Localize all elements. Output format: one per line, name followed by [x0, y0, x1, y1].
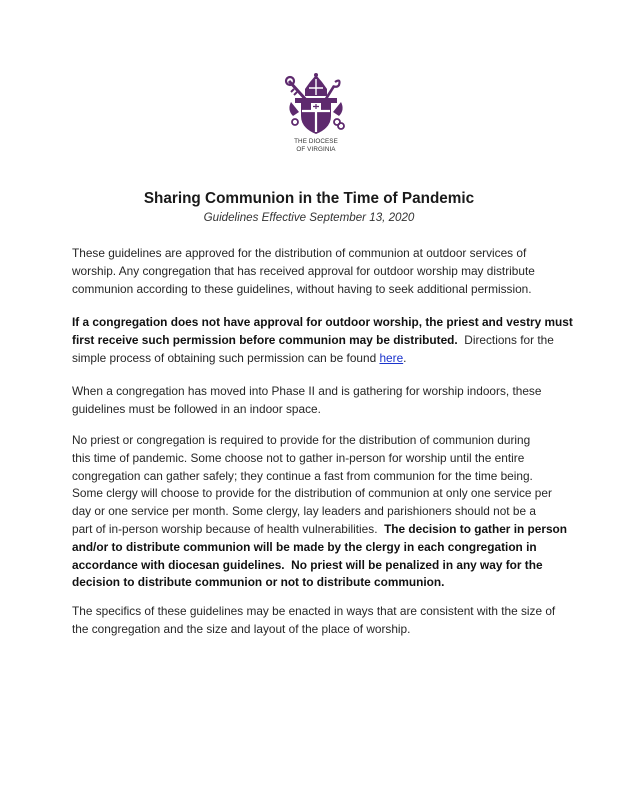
text-line	[72, 332, 552, 350]
bold-text: and/or to distribute communion will be made by the clergy in each congregation in	[72, 539, 537, 554]
bold-text: The decision to gather in person	[384, 521, 568, 536]
text-line: guidelines must be followed in an indoor space.	[72, 401, 321, 416]
bold-text: first receive such permission before communion may be distributed.	[72, 332, 458, 347]
plain-text: Directions for the	[457, 332, 554, 347]
text-line	[72, 574, 552, 592]
document-subtitle: Guidelines Effective September 13, 2020	[203, 211, 415, 224]
text-line: The specifics of these guidelines may be enacted in ways that are consistent with the size of	[72, 604, 556, 618]
paragraph-specifics	[72, 603, 556, 639]
plain-text: part of in-person worship because of health vulnerabilities.	[72, 521, 385, 536]
text-line: the congregation and the size and layout of the place of worship.	[72, 621, 411, 636]
text-line: this time of pandemic. Some choose not to gather in-person for worship until the entire	[72, 450, 525, 465]
text-line	[72, 539, 552, 557]
text-line	[72, 314, 573, 332]
text-line: These guidelines are approved for the distribution of communion at outdoor services of	[72, 246, 527, 260]
text-line: Some clergy will choose to provide for the distribution of communion at only one service per	[72, 486, 552, 501]
text-line: When a congregation has moved into Phase II and is gathering for worship indoors, these	[72, 384, 542, 398]
text-line: day or one service per month. Some clergy, lay leaders and parishioners should not be a	[72, 504, 536, 519]
document-title: Sharing Communion in the Time of Pandemic	[143, 190, 475, 207]
text-line: No priest or congregation is required to provide for the distribution of communion during	[72, 433, 531, 447]
paragraph-no-requirement	[72, 432, 568, 592]
paragraph-permission	[72, 314, 573, 367]
logo-line-1: THE DIOCESE	[294, 138, 338, 145]
plain-text: simple process of obtaining such permission can be found	[72, 350, 380, 365]
bold-text: decision to distribute communion or not to distribute communion.	[72, 575, 445, 590]
logo-text	[281, 138, 351, 153]
text-line	[72, 557, 552, 575]
bold-text: If a congregation does not have approval for outdoor worship, the priest and vestry must	[72, 315, 573, 329]
text-line: worship. Any congregation that has received approval for outdoor worship may distribute	[72, 263, 535, 278]
plain-text: .	[403, 350, 407, 365]
here-link[interactable]: here	[379, 350, 404, 365]
logo-line-2: OF VIRGINIA	[296, 145, 336, 153]
text-line: congregation can gather safely; they continue a fast from communion for the time being.	[72, 468, 533, 483]
paragraph-phase-two	[72, 383, 552, 419]
text-line	[72, 521, 568, 539]
text-line: communion according to these guidelines, without having to seek additional permission.	[72, 281, 532, 296]
text-line	[72, 350, 552, 368]
diocese-logo	[281, 72, 351, 160]
paragraph-outdoor-approval	[72, 245, 552, 298]
bold-text: accordance with diocesan guidelines. No priest will be penalized in any way for the	[72, 557, 543, 572]
diocese-coat-of-arms-icon	[281, 72, 351, 136]
